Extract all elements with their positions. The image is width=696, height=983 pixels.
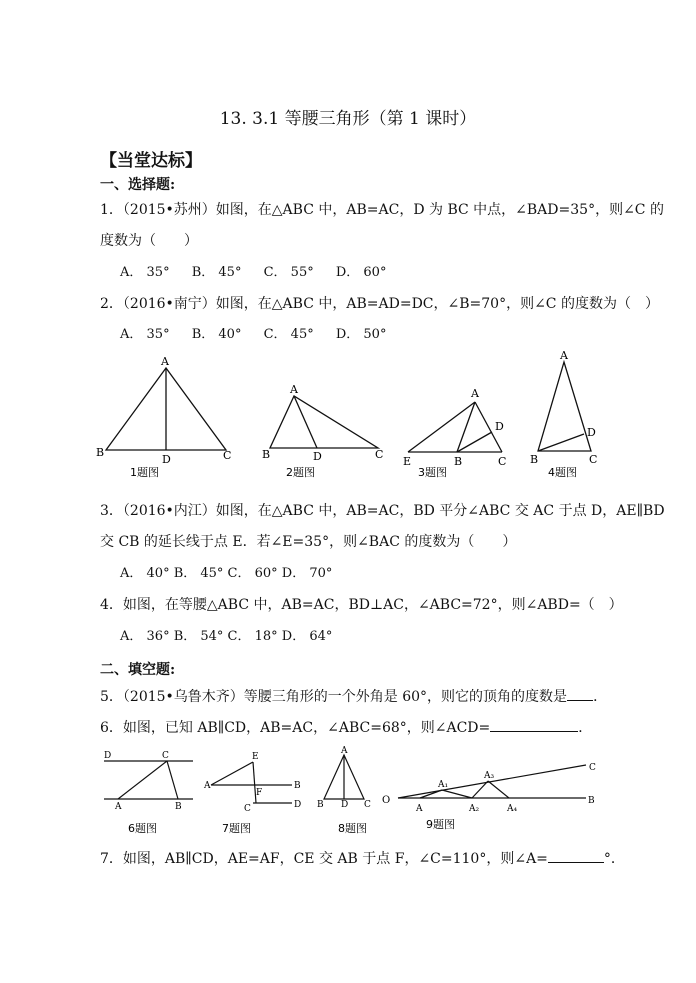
q1-option-b: B． 45°	[191, 265, 242, 280]
fig1-label-c: C	[223, 449, 232, 462]
fig6-label-c: C	[162, 751, 169, 761]
q7-question: 7．如图，AB∥CD，AE=AF，CE 交 AB 于点 F，∠C=110°，则∠A=	[100, 851, 548, 867]
figure-6	[104, 761, 193, 799]
fig6-label-d: D	[104, 751, 112, 761]
figure-1	[106, 368, 226, 450]
fig9-label-a1: A₁	[438, 780, 449, 790]
fig9-label-a4: A₄	[507, 804, 518, 814]
fig1-label-a: A	[161, 355, 169, 368]
q2-option-b: B． 40°	[191, 327, 242, 342]
fig8-label-d: D	[341, 800, 349, 810]
q5-answer-blank[interactable]	[567, 688, 593, 701]
q2-option-a: A． 35°	[120, 327, 170, 342]
q7-text	[100, 848, 625, 868]
figure-8	[324, 755, 364, 799]
figures-row-1	[90, 350, 610, 490]
q2-option-d: D． 50°	[335, 327, 387, 342]
fig7-label-c: C	[244, 804, 251, 814]
fig2-label-c: C	[375, 448, 384, 461]
fig8-label-a: A	[341, 746, 348, 756]
fill-heading: 二、填空题:	[100, 662, 176, 678]
figure-stroke	[270, 396, 378, 448]
q4-line1: 4．如图，在等腰△ABC 中，AB=AC，BD⊥AC，∠ABC=72°，则∠ABD=（ ）	[100, 597, 623, 613]
q1-option-c: C． 55°	[263, 265, 314, 280]
figure-9	[398, 765, 586, 798]
q6-answer-blank[interactable]	[490, 719, 578, 732]
q3-line2: 交 CB 的延长线于点 E．若∠E=35°，则∠BAC 的度数为（ ）	[100, 534, 517, 550]
fig2-label-a: A	[290, 383, 298, 396]
figure-3	[408, 402, 502, 452]
page-title: 13. 3.1 等腰三角形（第 1 课时）	[219, 109, 477, 129]
fig3-label-b: B	[454, 455, 463, 468]
figure-2	[270, 396, 378, 448]
q2-options	[120, 323, 404, 342]
q1-option-d: D． 60°	[335, 265, 387, 280]
fig6-label-b: B	[175, 802, 182, 812]
figure-stroke	[457, 432, 492, 452]
q1-option-a: A． 35°	[120, 265, 170, 280]
fig1-label-d: D	[162, 453, 171, 466]
figure-stroke	[398, 765, 586, 798]
fig9-label-o: O	[382, 795, 391, 806]
fig9-label-a2: A₂	[469, 804, 480, 814]
figure-stroke	[538, 434, 584, 451]
q5-text	[100, 686, 607, 706]
fig2-caption: 2题图	[286, 466, 315, 479]
figure-stroke	[211, 762, 253, 785]
figure-4	[538, 362, 591, 451]
q6-text	[100, 717, 592, 737]
q7-answer-blank[interactable]	[548, 850, 604, 863]
q4-options: A． 36° B． 54° C． 18° D． 64°	[120, 629, 333, 644]
figure-stroke	[488, 781, 509, 798]
fig4-label-b: B	[530, 453, 539, 466]
fig1-label-b: B	[96, 446, 105, 459]
fig4-label-d: D	[587, 426, 596, 439]
section-heading: 【当堂达标】	[100, 151, 202, 171]
choice-heading: 一、选择题:	[100, 177, 176, 193]
q5-question: 5．（2015•乌鲁木齐）等腰三角形的一个外角是 60°，则它的顶角的度数是	[100, 689, 568, 705]
fig9-label-c: C	[589, 763, 596, 773]
fig7-label-b: B	[294, 781, 301, 791]
figure-stroke	[408, 402, 475, 452]
fig8-caption: 8题图	[338, 822, 367, 835]
q2-option-c: C． 45°	[263, 327, 314, 342]
figure-stroke	[167, 761, 178, 799]
fig9-label-a: A	[416, 804, 423, 814]
fig3-label-c: C	[498, 455, 507, 468]
fig9-caption: 9题图	[426, 818, 455, 831]
fig4-label-a: A	[560, 350, 568, 362]
fig7-label-f: F	[256, 788, 263, 798]
q1-options	[120, 261, 404, 280]
fig4-label-c: C	[589, 453, 598, 466]
figure-stroke	[442, 790, 472, 798]
fig8-label-b: B	[317, 800, 324, 810]
fig6-caption: 6题图	[128, 822, 157, 835]
fig3-caption: 3题图	[418, 466, 447, 479]
q5-end: ．	[593, 689, 608, 705]
fig7-label-e: E	[252, 752, 259, 762]
q1-line1: 1．（2015•苏州）如图，在△ABC 中，AB=AC，D 为 BC 中点，∠BAD=35°，则∠C 的	[100, 202, 664, 218]
fig3-label-d: D	[495, 420, 504, 433]
fig4-caption: 4题图	[548, 466, 577, 479]
fig3-label-a: A	[471, 387, 479, 400]
fig9-label-b: B	[588, 796, 595, 806]
q3-options: A． 40° B． 45° C． 60° D． 70°	[120, 566, 333, 581]
fig8-label-c: C	[364, 800, 371, 810]
fig9-label-a3: A₃	[484, 771, 495, 781]
fig2-label-d: D	[313, 450, 322, 463]
figures-row-2	[96, 745, 610, 840]
fig2-label-b: B	[262, 448, 271, 461]
q6-end: ．	[578, 720, 593, 736]
figure-7	[211, 762, 292, 803]
q7-end: °．	[603, 851, 625, 867]
q1-line2: 度数为（ ）	[100, 233, 198, 249]
fig1-caption: 1题图	[130, 466, 159, 479]
q6-question: 6．如图，已知 AB∥CD，AB=AC，∠ABC=68°，则∠ACD=	[100, 720, 491, 736]
q2-line1: 2．（2016•南宁）如图，在△ABC 中，AB=AD=DC，∠B=70°，则∠C 的度数为（ ）	[100, 296, 659, 312]
fig7-label-a: A	[204, 781, 211, 791]
fig3-label-e: E	[403, 455, 412, 468]
figure-stroke	[538, 362, 591, 451]
fig6-label-a: A	[115, 802, 122, 812]
fig7-caption: 7题图	[222, 822, 251, 835]
q3-line1: 3．（2016•内江）如图，在△ABC 中，AB=AC，BD 平分∠ABC 交 AC 于点 D，AE∥BD	[100, 503, 665, 519]
fig7-label-d: D	[294, 800, 302, 810]
figure-stroke	[118, 761, 167, 799]
